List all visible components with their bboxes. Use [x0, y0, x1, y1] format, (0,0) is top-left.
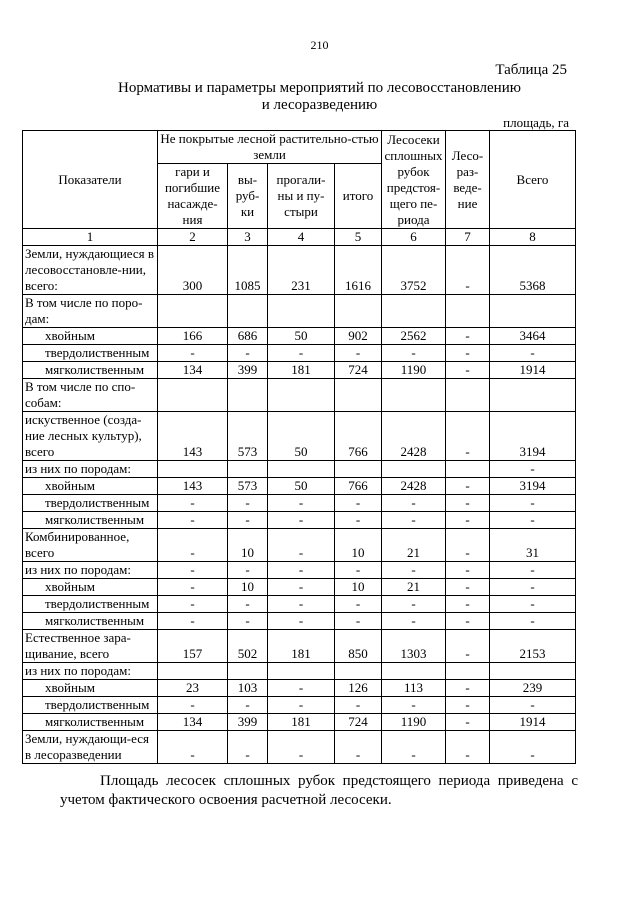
table-row	[23, 495, 576, 512]
table-cell: -	[446, 512, 490, 529]
table-cell: 3194	[490, 478, 576, 495]
row-label: мягколиственным	[23, 512, 158, 529]
header-clearcut: Лесосеки сплошных рубок предстоя-щего пе-риода	[382, 131, 446, 229]
table-cell	[268, 379, 335, 412]
table-cell: -	[268, 596, 335, 613]
table-cell: -	[382, 512, 446, 529]
table-body	[23, 246, 576, 764]
header-afforestation: Лесо-раз-веде-ние	[446, 131, 490, 229]
table-cell: -	[268, 697, 335, 714]
table-cell: 21	[382, 579, 446, 596]
unit-label: площадь, га	[503, 115, 569, 130]
table-cell: -	[490, 495, 576, 512]
column-number: 1	[23, 229, 158, 246]
table-cell: 573	[228, 478, 268, 495]
row-label: Естественное зара-щивание, всего	[23, 630, 158, 663]
header-burnt: гари и погибшие насажде-ния	[158, 164, 228, 229]
table-cell: 502	[228, 630, 268, 663]
table-cell: -	[446, 328, 490, 345]
table-cell: 3194	[490, 412, 576, 461]
column-number: 3	[228, 229, 268, 246]
row-label: В том числе по спо-собам:	[23, 379, 158, 412]
table-cell: 134	[158, 714, 228, 731]
footnote: Площадь лесосек сплошных рубок предстоящего периода приведена с учетом фактического освоения расчетной лесосеки.	[60, 773, 578, 808]
table-row	[23, 714, 576, 731]
table-row	[23, 379, 576, 412]
title-line-1: Нормативы и параметры мероприятий по лесовосстановлению	[118, 80, 521, 96]
table-cell	[382, 663, 446, 680]
table-cell: 1914	[490, 714, 576, 731]
table-row	[23, 562, 576, 579]
table-cell: 181	[268, 362, 335, 379]
table-cell: 3752	[382, 246, 446, 295]
table-row	[23, 579, 576, 596]
table-cell: 1616	[335, 246, 382, 295]
table-cell: -	[228, 562, 268, 579]
table-cell: -	[490, 461, 576, 478]
table-cell: -	[158, 345, 228, 362]
header-subtotal: итого	[335, 164, 382, 229]
table-cell: 157	[158, 630, 228, 663]
table-cell: -	[268, 529, 335, 562]
column-number: 8	[490, 229, 576, 246]
table-cell: -	[490, 731, 576, 764]
table-cell: 5368	[490, 246, 576, 295]
table-cell: 573	[228, 412, 268, 461]
table-cell: -	[158, 697, 228, 714]
table-cell: -	[158, 562, 228, 579]
table-cell: -	[382, 697, 446, 714]
table-row	[23, 697, 576, 714]
table-cell: -	[228, 345, 268, 362]
table-cell: 3464	[490, 328, 576, 345]
table-cell: -	[268, 613, 335, 630]
table-cell: -	[490, 596, 576, 613]
page-number: 210	[310, 38, 329, 52]
table-cell: -	[335, 697, 382, 714]
table-cell: -	[268, 579, 335, 596]
table-cell: -	[268, 562, 335, 579]
table-cell: 10	[335, 579, 382, 596]
table-cell: 50	[268, 478, 335, 495]
table-cell: 902	[335, 328, 382, 345]
table-cell: -	[268, 495, 335, 512]
table-cell: 10	[335, 529, 382, 562]
table-row	[23, 461, 576, 478]
table-cell: -	[446, 478, 490, 495]
table-cell	[335, 379, 382, 412]
table-cell: 143	[158, 478, 228, 495]
table-cell: 766	[335, 478, 382, 495]
table-cell: -	[446, 596, 490, 613]
table-cell: -	[490, 579, 576, 596]
table-cell	[335, 663, 382, 680]
table-cell: -	[446, 630, 490, 663]
table-cell: -	[446, 412, 490, 461]
column-number: 7	[446, 229, 490, 246]
table-cell: -	[490, 613, 576, 630]
table-cell: 2428	[382, 478, 446, 495]
table-cell: 850	[335, 630, 382, 663]
row-label: мягколиственным	[23, 714, 158, 731]
table-cell: 113	[382, 680, 446, 697]
table-cell: -	[382, 731, 446, 764]
table-cell: -	[490, 562, 576, 579]
row-label: хвойным	[23, 680, 158, 697]
row-label: мягколиственным	[23, 362, 158, 379]
table-cell: 1085	[228, 246, 268, 295]
row-label: хвойным	[23, 328, 158, 345]
table-cell: -	[335, 731, 382, 764]
table-cell	[446, 295, 490, 328]
table-cell: -	[228, 512, 268, 529]
table-cell: -	[268, 512, 335, 529]
table-cell: 23	[158, 680, 228, 697]
table-row	[23, 630, 576, 663]
table-cell: -	[158, 579, 228, 596]
table-cell: -	[490, 697, 576, 714]
table-cell: 134	[158, 362, 228, 379]
row-label: из них по породам:	[23, 461, 158, 478]
table-cell: -	[158, 613, 228, 630]
table-cell	[446, 461, 490, 478]
table-cell: -	[228, 731, 268, 764]
table-cell	[158, 461, 228, 478]
table-cell: -	[158, 529, 228, 562]
table-cell	[158, 379, 228, 412]
table-cell	[490, 663, 576, 680]
table-cell: -	[382, 596, 446, 613]
table-cell	[335, 295, 382, 328]
table-cell	[382, 295, 446, 328]
table-cell: 1190	[382, 714, 446, 731]
table-cell: -	[446, 697, 490, 714]
table-cell: 103	[228, 680, 268, 697]
table-cell: -	[228, 495, 268, 512]
row-label: Земли, нуждающи-еся в лесоразведении	[23, 731, 158, 764]
table-row	[23, 596, 576, 613]
table-cell	[382, 461, 446, 478]
table-cell: -	[446, 714, 490, 731]
table-cell: 10	[228, 529, 268, 562]
row-label: Комбинированное, всего	[23, 529, 158, 562]
table-cell: 2153	[490, 630, 576, 663]
table-cell: 1303	[382, 630, 446, 663]
table-cell: -	[268, 731, 335, 764]
row-label: твердолиственным	[23, 345, 158, 362]
table-cell: -	[158, 512, 228, 529]
table-cell: 239	[490, 680, 576, 697]
title-line-2: и лесоразведению	[261, 97, 378, 113]
table-cell: -	[268, 680, 335, 697]
table-cell: -	[335, 596, 382, 613]
table-cell: 231	[268, 246, 335, 295]
table-label: Таблица 25	[495, 62, 567, 78]
table-cell	[268, 295, 335, 328]
table-cell	[382, 379, 446, 412]
table-cell: 31	[490, 529, 576, 562]
table-cell: 724	[335, 714, 382, 731]
row-label: твердолиственным	[23, 495, 158, 512]
table-cell: -	[382, 613, 446, 630]
table-cell: -	[335, 512, 382, 529]
table-cell: -	[382, 562, 446, 579]
table-row	[23, 680, 576, 697]
row-label: твердолиственным	[23, 596, 158, 613]
table-cell	[335, 461, 382, 478]
table-row	[23, 345, 576, 362]
table-cell: -	[158, 495, 228, 512]
header-glades: прогали-ны и пу-стыри	[268, 164, 335, 229]
table-title	[20, 80, 619, 114]
table-row	[23, 663, 576, 680]
table-cell: 1190	[382, 362, 446, 379]
table-cell: -	[335, 495, 382, 512]
table-row	[23, 512, 576, 529]
table-cell: 21	[382, 529, 446, 562]
table-cell: 166	[158, 328, 228, 345]
table-cell: -	[382, 495, 446, 512]
table-row	[23, 529, 576, 562]
table-cell	[446, 379, 490, 412]
data-table	[22, 130, 576, 764]
table-cell	[158, 663, 228, 680]
table-cell: -	[158, 731, 228, 764]
table-cell	[268, 461, 335, 478]
table-cell: 399	[228, 362, 268, 379]
table-cell: 2428	[382, 412, 446, 461]
table-cell: 50	[268, 412, 335, 461]
table-row	[23, 295, 576, 328]
table-cell	[228, 663, 268, 680]
table-cell: -	[446, 362, 490, 379]
header-cuttings: вы-руб-ки	[228, 164, 268, 229]
table-cell	[228, 295, 268, 328]
table-cell: -	[335, 345, 382, 362]
table-cell: 724	[335, 362, 382, 379]
table-row	[23, 412, 576, 461]
table-cell: -	[446, 731, 490, 764]
header-total: Всего	[490, 131, 576, 229]
row-label: из них по породам:	[23, 562, 158, 579]
row-label: твердолиственным	[23, 697, 158, 714]
table-cell: -	[446, 579, 490, 596]
table-cell: -	[335, 613, 382, 630]
table-cell	[490, 295, 576, 328]
table-cell: -	[158, 596, 228, 613]
table-cell: 50	[268, 328, 335, 345]
row-label: из них по породам:	[23, 663, 158, 680]
row-label: хвойным	[23, 579, 158, 596]
row-label: хвойным	[23, 478, 158, 495]
table-row	[23, 246, 576, 295]
table-cell: -	[446, 680, 490, 697]
table-cell	[228, 379, 268, 412]
table-cell: 181	[268, 630, 335, 663]
table-cell: -	[446, 613, 490, 630]
header-indicator: Показатели	[23, 131, 158, 229]
column-number: 4	[268, 229, 335, 246]
table-cell: 1914	[490, 362, 576, 379]
row-label: В том числе по поро-дам:	[23, 295, 158, 328]
table-cell: -	[228, 697, 268, 714]
table-row	[23, 328, 576, 345]
table-row	[23, 731, 576, 764]
table-cell: -	[382, 345, 446, 362]
table-cell: 399	[228, 714, 268, 731]
table-cell: 126	[335, 680, 382, 697]
column-number: 6	[382, 229, 446, 246]
table-cell	[158, 295, 228, 328]
column-number: 2	[158, 229, 228, 246]
table-cell: 300	[158, 246, 228, 295]
table-cell: 686	[228, 328, 268, 345]
table-cell: -	[268, 345, 335, 362]
table-cell: 181	[268, 714, 335, 731]
table-cell: 10	[228, 579, 268, 596]
table-cell: -	[228, 613, 268, 630]
table-row	[23, 362, 576, 379]
table-row	[23, 613, 576, 630]
table-cell	[228, 461, 268, 478]
column-number: 5	[335, 229, 382, 246]
table-cell: -	[335, 562, 382, 579]
table-cell: -	[446, 345, 490, 362]
row-label: Земли, нуждающиеся в лесовосстановле-нии, всего:	[23, 246, 158, 295]
table-cell	[446, 663, 490, 680]
table-cell: -	[446, 246, 490, 295]
row-label: мягколиственным	[23, 613, 158, 630]
table-cell: -	[446, 495, 490, 512]
table-cell	[490, 379, 576, 412]
table-cell: 766	[335, 412, 382, 461]
table-cell: -	[490, 512, 576, 529]
table-cell: 143	[158, 412, 228, 461]
header-group-not-covered: Не покрытые лесной растительно-стью земли	[158, 131, 382, 164]
table-row	[23, 478, 576, 495]
table-cell: -	[446, 562, 490, 579]
table-cell: -	[446, 529, 490, 562]
table-cell: -	[228, 596, 268, 613]
row-label: искуственное (созда-ние лесных культур), всего	[23, 412, 158, 461]
table-cell	[268, 663, 335, 680]
table-cell: 2562	[382, 328, 446, 345]
column-number-row	[23, 229, 576, 246]
table-cell: -	[490, 345, 576, 362]
